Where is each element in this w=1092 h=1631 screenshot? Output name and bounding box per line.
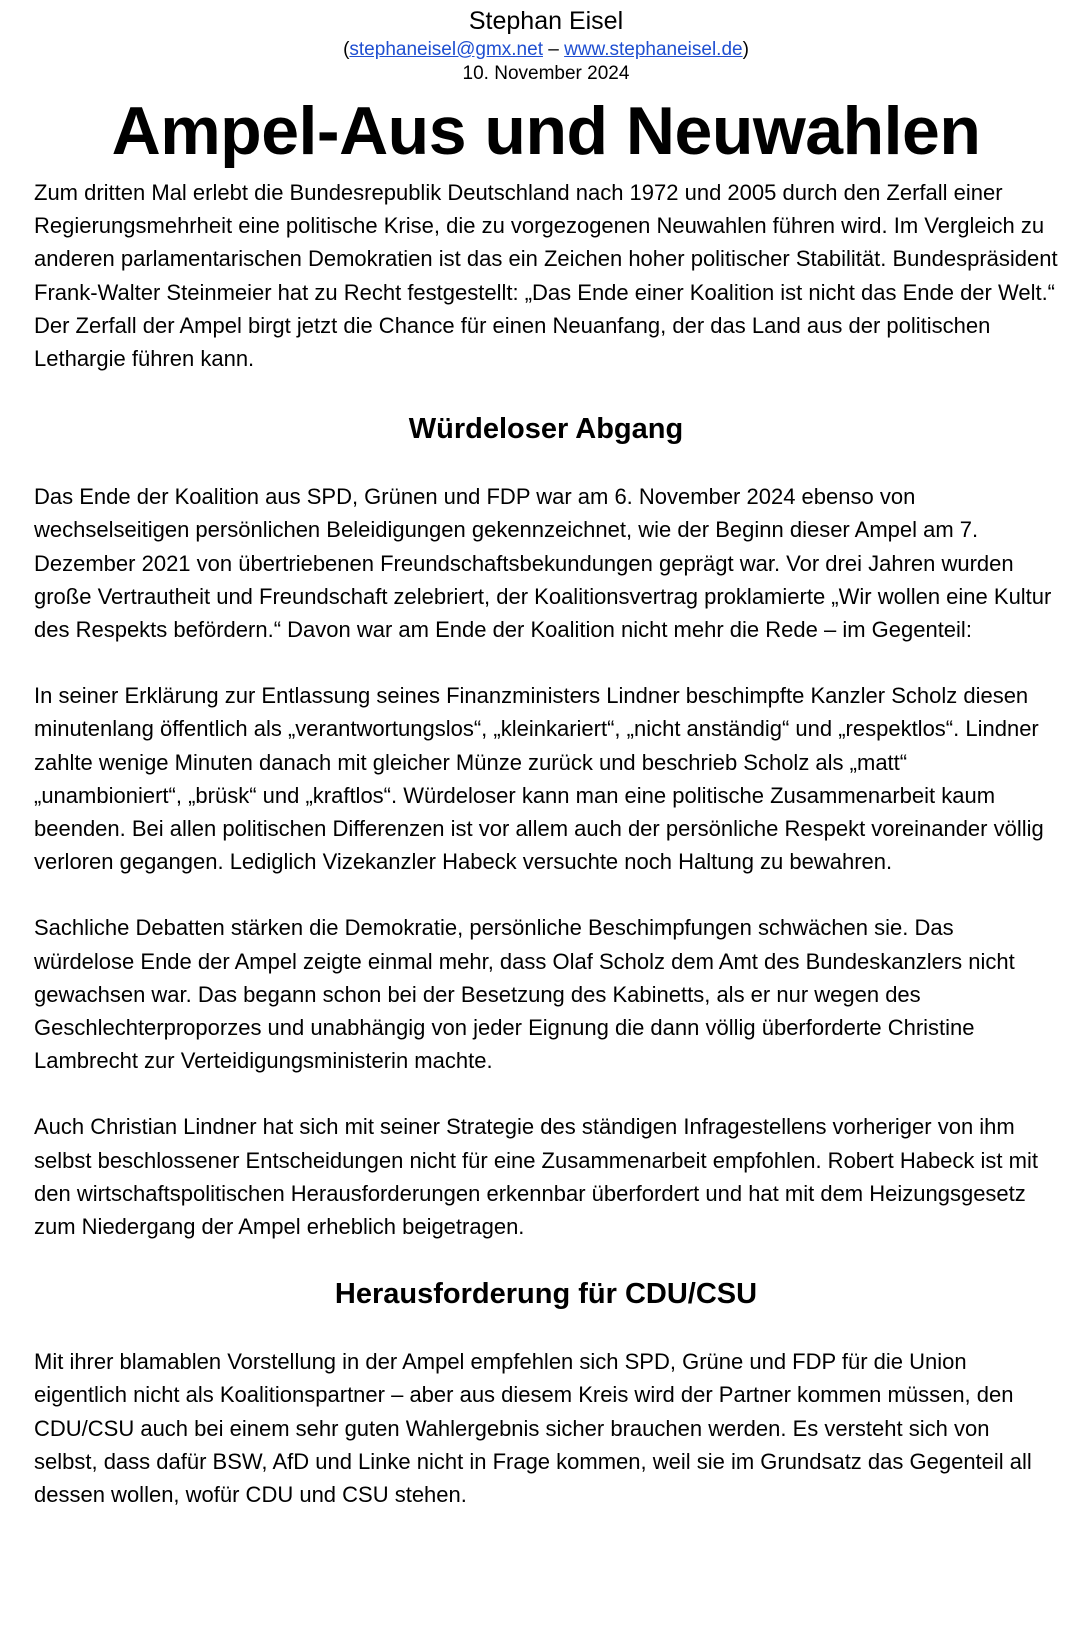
body-paragraph: Das Ende der Koalition aus SPD, Grünen und FDP war am 6. November 2024 ebenso von wechselseitigen persönlichen Beleidigungen gekennzeichnet, wie der Beginn dieser Ampel am 7. Dezember 2021 von übertriebenen Freundschaftsbekundungen geprägt war. Vor drei Jahren wurden große Vertrautheit und Freundschaft zelebriert, der Koalitionsvertrag proklamierte „Wir wollen eine Kultur des Respekts befördern.“ Davon war am Ende der Koalition nicht mehr die Rede – im Gegenteil:	[34, 484, 1052, 643]
body-paragraph: Auch Christian Lindner hat sich mit seiner Strategie des ständigen Infragestellens vorheriger von ihm selbst beschlossener Entscheidungen nicht für eine Zusammenarbeit empfohlen. Robert Habeck ist mit den wirtschaftspolitischen Herausforderungen erkennbar überfordert und hat mit dem Heizungsgesetz zum Niedergang der Ampel erheblich beigetragen.	[34, 1114, 1038, 1240]
section-heading-herausforderung: Herausforderung für CDU/CSU	[334, 1278, 758, 1311]
body-paragraph: Mit ihrer blamablen Vorstellung in der Ampel empfehlen sich SPD, Grüne und FDP für die Union eigentlich nicht als Koalitionspartner – aber aus diesem Kreis wird der Partner kommen müssen, den CDU/CSU auch bei einem sehr guten Wahlergebnis sicher brauchen werden. Es versteht sich von selbst, dass dafür BSW, AfD und Linke nicht in Frage kommen, weil sie im Grundsatz das Gegenteil all dessen wollen, wofür CDU und CSU stehen.	[34, 1349, 1032, 1508]
section-heading-abgang: Würdeloser Abgang	[408, 413, 684, 446]
author-name: Stephan Eisel	[468, 7, 624, 35]
close-paren: )	[742, 39, 749, 60]
open-paren: (	[343, 39, 350, 60]
intro-paragraph: Zum dritten Mal erlebt die Bundesrepublik Deutschland nach 1972 und 2005 durch den Zerfall einer Regierungsmehrheit eine politische Krise, die zu vorgezogenen Neuwahlen führen wird. Im Vergleich zu anderen parlamentarischen Demokratien ist das ein Zeichen hoher politischer Stabilität. Bundespräsident Frank-Walter Steinmeier hat zu Recht festgestellt: „Das Ende einer Koalition ist nicht das Ende der Welt.“ Der Zerfall der Ampel birgt jetzt die Chance für einen Neuanfang, der das Land aus der politischen Lethargie führen kann.	[34, 180, 1058, 372]
publication-date: 10. November 2024	[462, 63, 630, 84]
paragraph-gap	[34, 646, 1058, 679]
body-paragraph: Sachliche Debatten stärken die Demokratie, persönliche Beschimpfungen schwächen sie. Das würdelose Ende der Ampel zeigte einmal mehr, dass Olaf Scholz dem Amt des Bundeskanzlers nicht gewachsen war. Das begann schon bei der Besetzung des Kabinetts, als er nur wegen des Geschlechterproporzes und unabhängig von jeder Eignung die dann völlig überforderte Christine Lambrecht zur Verteidigungsministerin machte.	[34, 915, 1015, 1074]
contact-line	[34, 38, 1058, 62]
body-paragraph: In seiner Erklärung zur Entlassung seines Finanzministers Lindner beschimpfte Kanzler Scholz diesen minutenlang öffentlich als „verantwortungslos“, „kleinkariert“, „nicht anständig“ und „respektlos“. Lindner zahlte wenige Minuten danach mit gleicher Münze zurück und beschrieb Scholz als „matt“ „unambioniert“, „brüsk“ und „kraftlos“. Würdeloser kann man eine politische Zusammenarbeit kaum beenden. Bei allen politischen Differenzen ist vor allem auch der persönliche Respekt voreinander völlig verloren gegangen. Lediglich Vizekanzler Habeck versuchte noch Haltung zu bewahren.	[34, 683, 1044, 875]
website-link[interactable]: www.stephaneisel.de	[564, 39, 743, 60]
contact-separator: –	[542, 39, 565, 60]
email-link[interactable]: stephaneisel@gmx.net	[349, 39, 543, 60]
document-header	[34, 0, 1058, 86]
paragraph-gap	[34, 878, 1058, 911]
document-title: Ampel-Aus und Neuwahlen	[111, 93, 981, 169]
paragraph-gap	[34, 1077, 1058, 1110]
